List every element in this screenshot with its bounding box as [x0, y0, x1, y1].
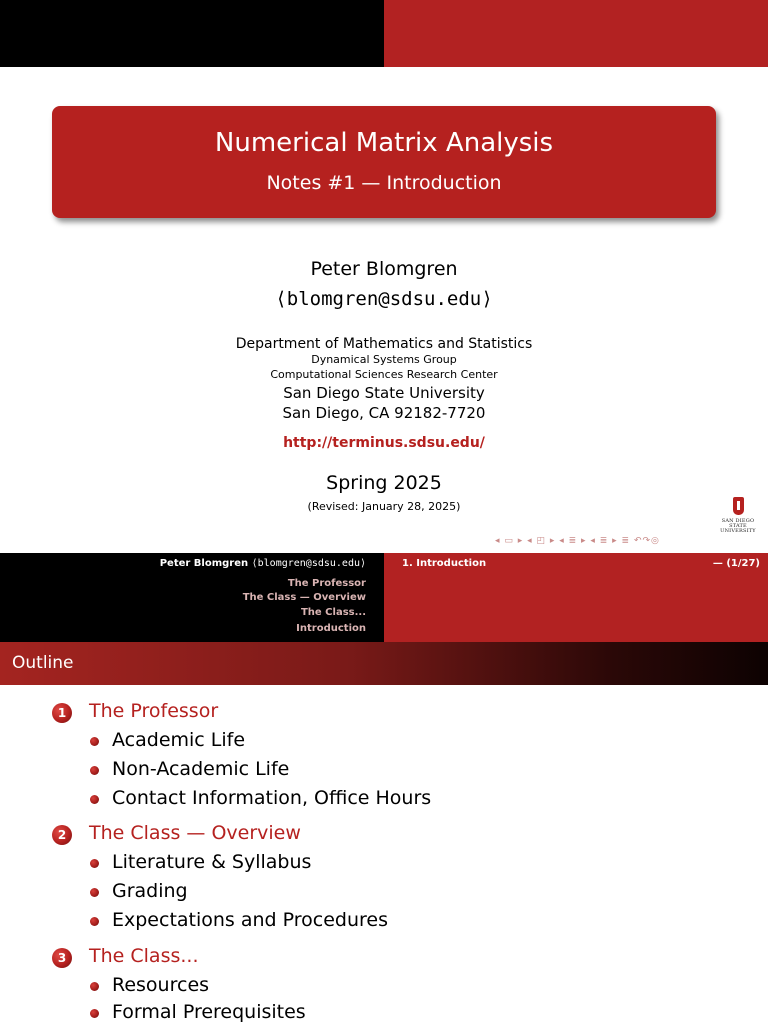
- header-left: [0, 553, 384, 642]
- nav-section-introduction[interactable]: Introduction: [296, 623, 366, 634]
- author-name: Peter Blomgren: [310, 258, 458, 280]
- section-label: The Professor: [89, 700, 219, 722]
- department: Department of Mathematics and Statistics: [235, 336, 533, 352]
- nav-section-class[interactable]: The Class...: [300, 607, 366, 618]
- city-address: San Diego, CA 92182-7720: [282, 404, 486, 422]
- outline-item-label: Formal Prerequisites: [112, 1001, 306, 1023]
- section-number-badge: 2: [52, 825, 72, 845]
- title-box: [52, 106, 716, 218]
- shield-icon: [733, 497, 744, 515]
- header-author: [160, 558, 366, 569]
- current-section: 1. Introduction: [402, 558, 487, 569]
- top-bar-left: [0, 0, 384, 67]
- bullet-icon: [90, 917, 99, 926]
- outline-item-label: Non-Academic Life: [112, 758, 290, 780]
- logo-text-line2: UNIVERSITY: [720, 528, 756, 534]
- outline-item-label: Contact Information, Office Hours: [112, 787, 432, 809]
- outline-heading: Outline: [12, 653, 74, 673]
- nav-section-class-overview[interactable]: The Class — Overview: [242, 592, 366, 603]
- bullet-icon: [90, 1009, 99, 1018]
- term: Spring 2025: [326, 472, 442, 494]
- page-counter: — (1/27): [712, 558, 760, 569]
- website-link[interactable]: http://terminus.sdsu.edu/: [283, 435, 485, 451]
- section-label: The Class...: [89, 945, 199, 967]
- outline-slide: [0, 553, 768, 1024]
- revised-date: (Revised: January 28, 2025): [307, 500, 461, 513]
- logo-text-line1: SAN DIEGO STATE: [721, 518, 755, 529]
- header-author-name: Peter Blomgren: [159, 558, 249, 569]
- bullet-icon: [90, 795, 99, 804]
- university: San Diego State University: [283, 384, 485, 402]
- outline-item-label: Grading: [112, 880, 188, 902]
- bullet-icon: [90, 766, 99, 775]
- section-number-badge: 3: [52, 948, 72, 968]
- bullet-icon: [90, 859, 99, 868]
- sdsu-logo: [714, 497, 762, 534]
- beamer-nav-icons[interactable]: ◂ ▭ ▸ ◂ ◰ ▸ ◂ ≣ ▸ ◂ ≣ ▸ ≣ ↶↷◎: [495, 536, 660, 546]
- outline-title-bar: [0, 642, 768, 685]
- group-computational: Computational Sciences Research Center: [270, 368, 498, 381]
- header-author-email: ⟨blomgren@sdsu.edu⟩: [251, 558, 366, 569]
- bullet-icon: [90, 982, 99, 991]
- group-dynamical: Dynamical Systems Group: [311, 353, 457, 366]
- nav-section-professor[interactable]: The Professor: [287, 578, 366, 589]
- section-number-badge: 1: [52, 703, 72, 723]
- section-label: The Class — Overview: [89, 822, 301, 844]
- outline-item-label: Literature & Syllabus: [112, 851, 312, 873]
- outline-item-label: Expectations and Procedures: [112, 909, 389, 931]
- header-right: [384, 553, 768, 642]
- outline-item-label: Academic Life: [112, 729, 246, 751]
- slide-subtitle: Notes #1 — Introduction: [266, 172, 502, 194]
- bullet-icon: [90, 888, 99, 897]
- author-email: ⟨blomgren@sdsu.edu⟩: [275, 288, 493, 310]
- top-bar-right: [384, 0, 768, 67]
- outline-item-label: Resources: [112, 974, 210, 996]
- bullet-icon: [90, 737, 99, 746]
- slide-title: Numerical Matrix Analysis: [214, 128, 554, 158]
